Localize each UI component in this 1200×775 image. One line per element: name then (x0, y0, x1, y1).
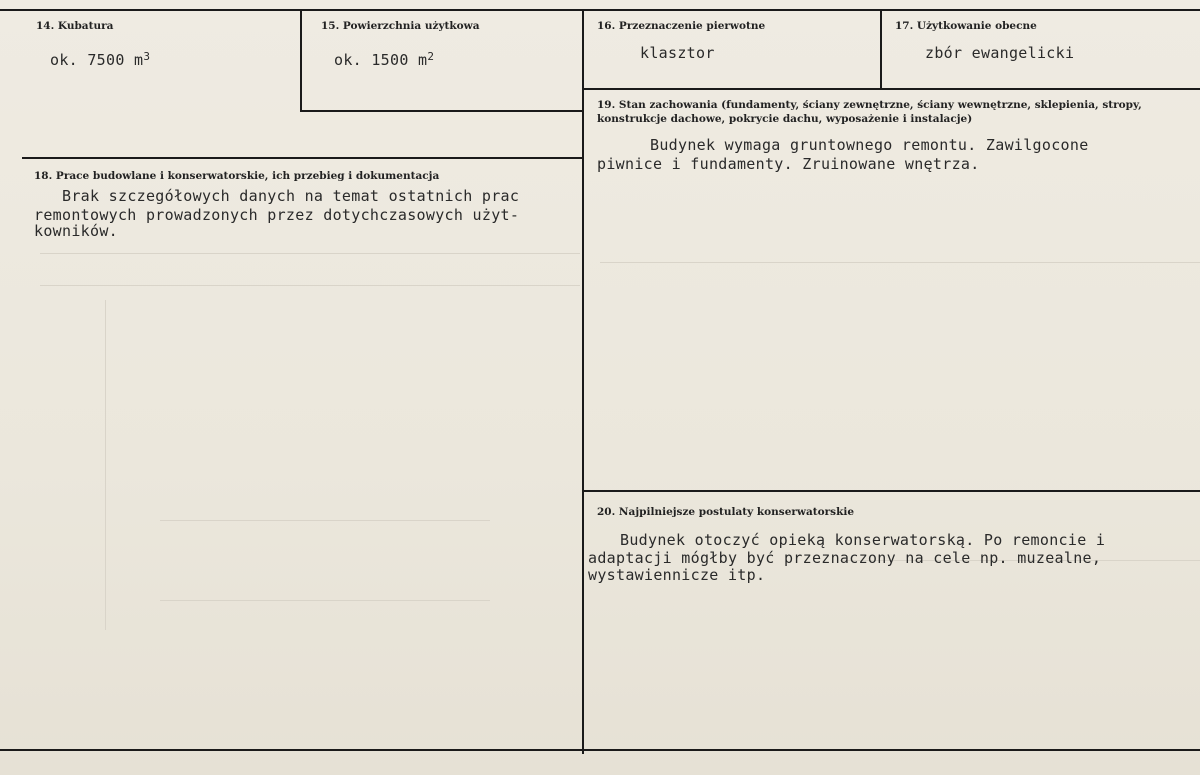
bleed-through-line (40, 285, 580, 286)
field-15-label: 15. Powierzchnia użytkowa (321, 20, 480, 32)
field-19-label-line-2: konstrukcje dachowe, pokrycie dachu, wyposażenie i instalacje) (597, 113, 973, 125)
field-14-unit-exponent: 3 (143, 50, 151, 63)
bleed-through-line (160, 600, 490, 601)
rule-above-20 (583, 490, 1200, 492)
rule-above-18 (22, 157, 583, 159)
field-14-label: 14. Kubatura (36, 20, 114, 32)
rule-under-15 (300, 110, 583, 112)
field-18-label: 18. Prace budowlane i konserwatorskie, ich przebieg i dokumentacja (34, 170, 440, 182)
field-19-text-line-1: Budynek wymaga gruntownego remontu. Zawilgocone (650, 136, 1089, 154)
divider-16-17 (880, 9, 882, 89)
field-20-text-line-3: wystawiennicze itp. (588, 566, 766, 584)
field-17-label: 17. Użytkowanie obecne (895, 20, 1037, 32)
field-14-value (50, 51, 150, 70)
field-15-unit-exponent: 2 (427, 50, 435, 63)
field-18-text-line-2: remontowych prowadzonych przez dotychczasowych użyt- (34, 206, 520, 224)
rule-under-16-17 (583, 88, 1200, 90)
field-18-text-line-3: kowników. (34, 222, 118, 240)
top-border-line (0, 9, 1200, 11)
field-19-text-line-2: piwnice i fundamenty. Zruinowane wnętrza. (597, 155, 980, 173)
field-19-label-line-1: 19. Stan zachowania (fundamenty, ściany zewnętrzne, ściany wewnętrzne, sklepienia, stropy, (597, 99, 1142, 111)
bottom-border-line (0, 749, 1200, 751)
field-15-number: ok. 1500 m (334, 51, 428, 69)
bleed-through-line (600, 262, 1200, 263)
field-20-label: 20. Najpilniejsze postulaty konserwatorskie (597, 506, 855, 518)
field-20-text-line-2: adaptacji mógłby być przeznaczony na cele np. muzealne, (588, 549, 1102, 567)
field-18-text-line-1: Brak szczegółowych danych na temat ostatnich prac (62, 187, 520, 205)
field-16-label: 16. Przeznaczenie pierwotne (597, 20, 766, 32)
field-20-text-line-1: Budynek otoczyć opieką konserwatorską. Po remoncie i (620, 531, 1106, 549)
field-17-value: zbór ewangelicki (925, 44, 1075, 62)
bleed-through-line (40, 253, 580, 254)
center-divider (582, 9, 584, 754)
bleed-through-line (160, 520, 490, 521)
divider-14-15 (300, 9, 302, 111)
field-14-number: ok. 7500 m (50, 51, 144, 69)
field-16-value: klasztor (640, 44, 715, 62)
bleed-through-line (105, 300, 106, 630)
field-15-value (334, 51, 434, 70)
